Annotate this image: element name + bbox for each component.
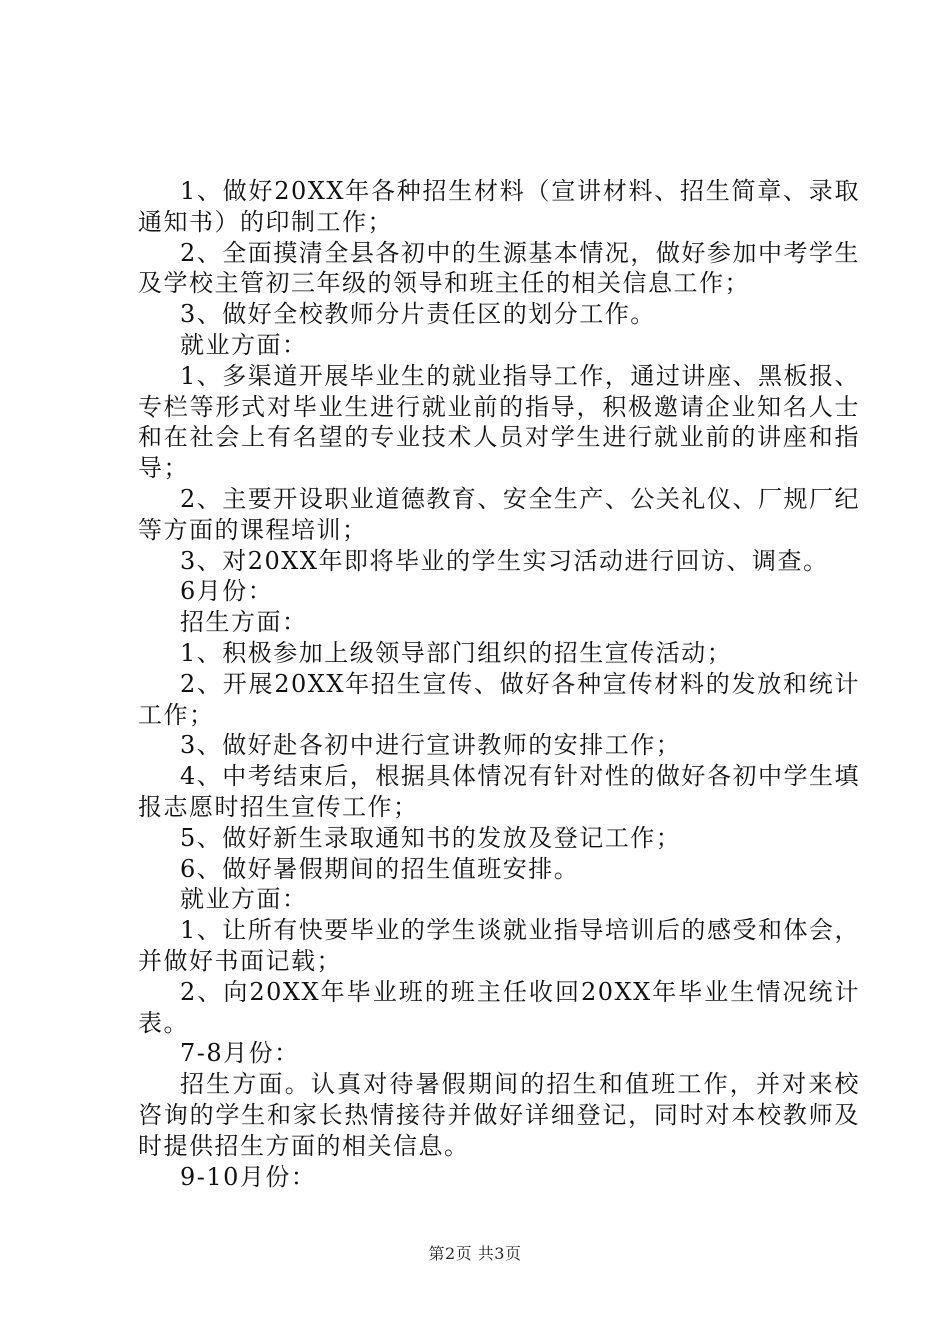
- paragraph: 6、做好暑假期间的招生值班安排。: [180, 854, 580, 883]
- paragraph: 2、向20XX年毕业班的班主任收回20XX年毕业生情况统计表。: [138, 977, 860, 1037]
- paragraph: 3、对20XX年即将毕业的学生实习活动进行回访、调查。: [180, 546, 829, 575]
- paragraph: 3、做好赴各初中进行宣讲教师的安排工作；: [180, 731, 682, 760]
- paragraph: 招生方面。认真对待暑假期间的招生和值班工作，并对来校咨询的学生和家长热情接待并做好详细登记，同时对本校教师及时提供招生方面的相关信息。: [138, 1070, 860, 1160]
- paragraph: 3、做好全校教师分片责任区的划分工作。: [180, 300, 656, 329]
- paragraph: 1、多渠道开展毕业生的就业指导工作，通过讲座、黑板报、专栏等形式对毕业生进行就业前的指导，积极邀请企业知名人士和在社会上有名望的专业技术人员对学生进行就业前的讲座和指导；: [138, 361, 860, 483]
- month-heading: 9-10月份：: [180, 1162, 317, 1191]
- paragraph: 1、积极参加上级领导部门组织的招生宣传活动；: [180, 638, 733, 667]
- paragraph: 5、做好新生录取通知书的发放及登记工作；: [180, 823, 682, 852]
- paragraph: 1、做好20XX年各种招生材料（宣讲材料、招生简章、录取通知书）的印制工作；: [138, 177, 860, 236]
- paragraph: 2、全面摸清全县各初中的生源基本情况，做好参加中考学生及学校主管初三年级的领导和班主任的相关信息工作；: [138, 238, 860, 298]
- paragraph: 2、开展20XX年招生宣传、做好各种宣传材料的发放和统计工作；: [138, 669, 860, 729]
- month-heading: 7-8月份：: [180, 1039, 300, 1068]
- page-footer: 第2页 共3页: [428, 1244, 522, 1263]
- document-body: [138, 176, 860, 1192]
- section-heading: 招生方面：: [180, 608, 308, 637]
- paragraph: 1、让所有快要毕业的学生谈就业指导培训后的感受和体会，并做好书面记载；: [138, 916, 860, 975]
- paragraph: 2、主要开设职业道德教育、安全生产、公关礼仪、厂规厂纪等方面的课程培训；: [138, 484, 860, 544]
- month-heading: 6月份：: [180, 577, 274, 606]
- section-heading: 就业方面：: [180, 330, 308, 359]
- section-heading: 就业方面：: [180, 885, 308, 914]
- paragraph: 4、中考结束后，根据具体情况有针对性的做好各初中学生填报志愿时招生宣传工作；: [138, 762, 860, 821]
